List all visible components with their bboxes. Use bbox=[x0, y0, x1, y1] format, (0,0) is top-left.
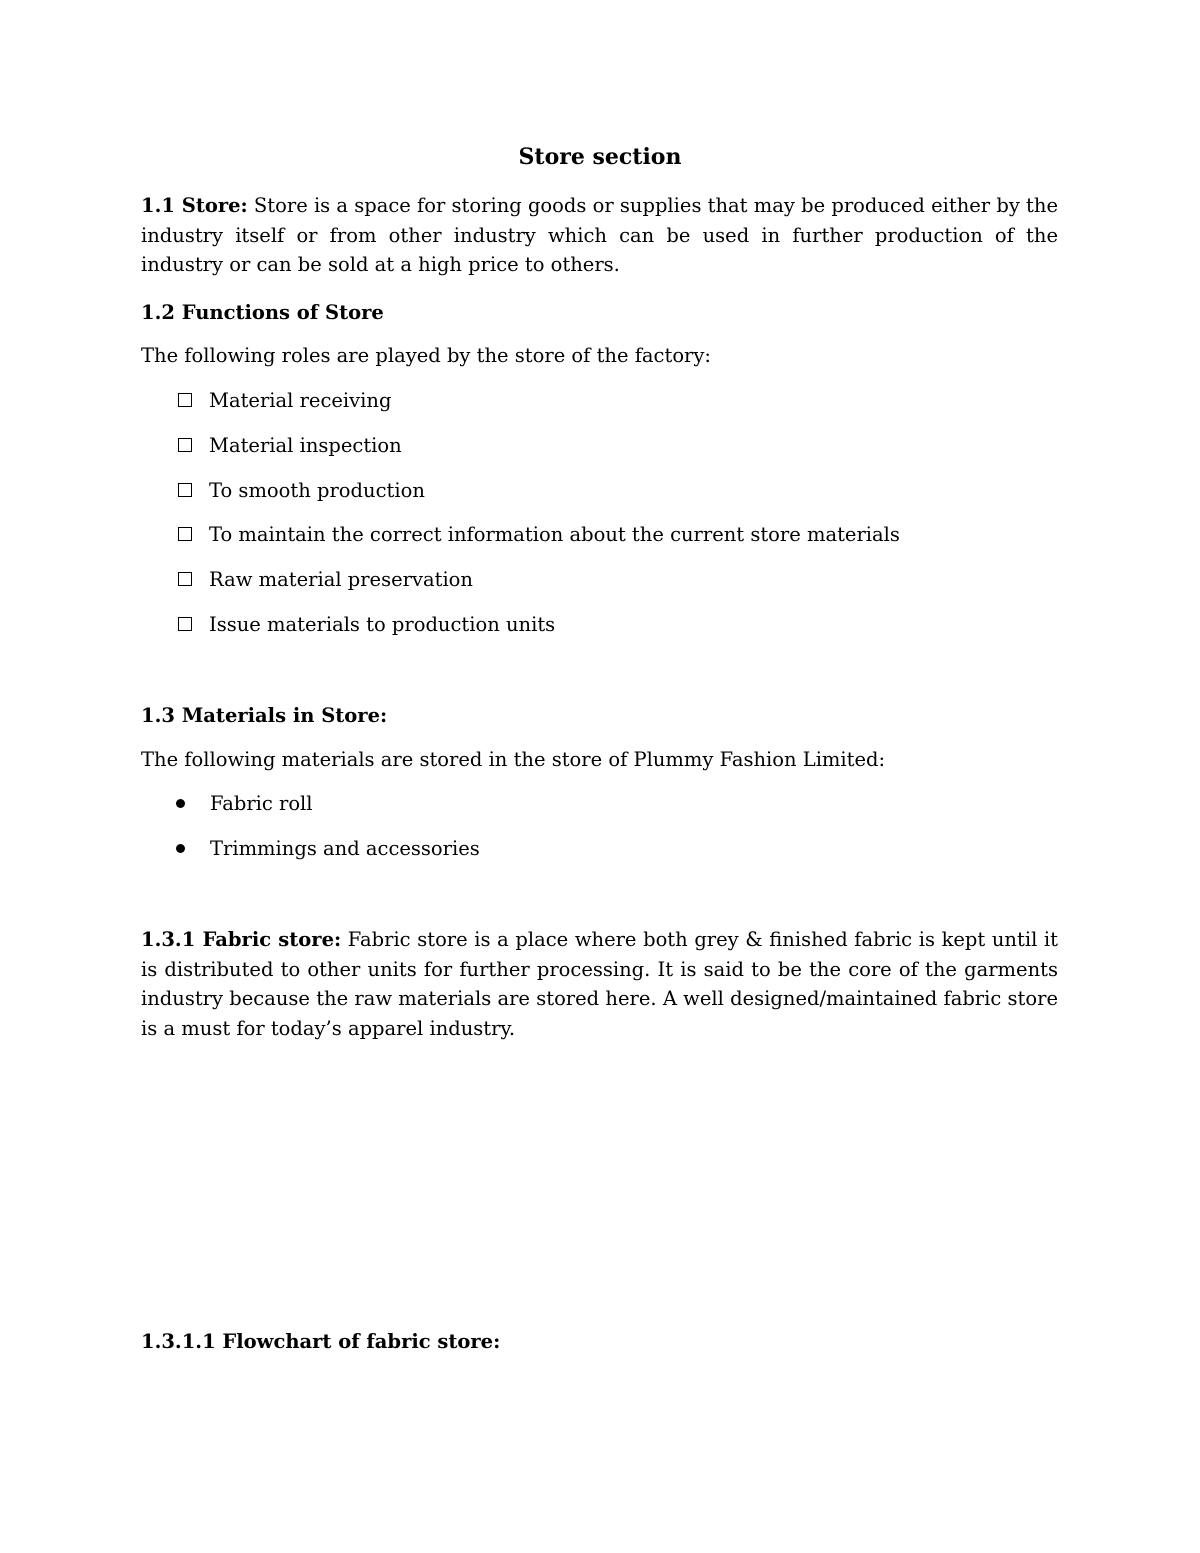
functions-list-item bbox=[176, 564, 473, 594]
functions-item-label: To smooth production bbox=[209, 478, 425, 502]
store-definition-text: Store is a space for storing goods or supplies that may be produced either by the industry itself or from other industry which can be used in further production of the industry or can be sold at a high price to others. bbox=[141, 194, 1058, 276]
checkbox-bullet-icon bbox=[178, 572, 192, 586]
fabric-store-paragraph bbox=[141, 925, 1058, 1043]
checkbox-bullet-icon bbox=[178, 483, 192, 497]
functions-item-label: Issue materials to production units bbox=[209, 612, 556, 636]
functions-list-item bbox=[176, 519, 900, 549]
functions-item-label: Material inspection bbox=[209, 433, 402, 457]
materials-intro: The following materials are stored in the store of Plummy Fashion Limited: bbox=[141, 748, 886, 771]
functions-heading: 1.2 Functions of Store bbox=[141, 301, 384, 324]
functions-list-item bbox=[176, 430, 402, 460]
materials-item-label: Fabric roll bbox=[210, 791, 313, 815]
checkbox-bullet-icon bbox=[178, 393, 192, 407]
store-definition-paragraph bbox=[141, 191, 1058, 280]
functions-intro: The following roles are played by the store of the factory: bbox=[141, 344, 711, 367]
fabric-store-label: 1.3.1 Fabric store: bbox=[141, 928, 342, 951]
materials-heading: 1.3 Materials in Store: bbox=[141, 704, 388, 727]
checkbox-bullet-icon bbox=[178, 527, 192, 541]
materials-list-item bbox=[176, 833, 480, 863]
checkbox-bullet-icon bbox=[178, 438, 192, 452]
fabric-store-text: Fabric store is a place where both grey & finished fabric is kept until it is distributed to other units for further processing. It is said to be the core of the garments industry because the raw materials are stored here. A well designed/maintained fabric store is a must for today’s apparel industry. bbox=[141, 928, 1058, 1040]
functions-list-item bbox=[176, 609, 555, 639]
bullet-dot-icon bbox=[176, 844, 185, 853]
functions-list-item bbox=[176, 385, 391, 415]
functions-list-item bbox=[176, 475, 425, 505]
store-definition-label: 1.1 Store: bbox=[141, 194, 248, 217]
functions-item-label: To maintain the correct information about the current store materials bbox=[209, 522, 900, 546]
materials-item-label: Trimmings and accessories bbox=[210, 836, 480, 860]
materials-list-item bbox=[176, 788, 313, 818]
page-title: Store section bbox=[518, 144, 682, 170]
functions-item-label: Raw material preservation bbox=[209, 567, 473, 591]
functions-item-label: Material receiving bbox=[209, 388, 392, 412]
checkbox-bullet-icon bbox=[178, 617, 192, 631]
flowchart-heading: 1.3.1.1 Flowchart of fabric store: bbox=[141, 1330, 501, 1353]
bullet-dot-icon bbox=[176, 799, 185, 808]
